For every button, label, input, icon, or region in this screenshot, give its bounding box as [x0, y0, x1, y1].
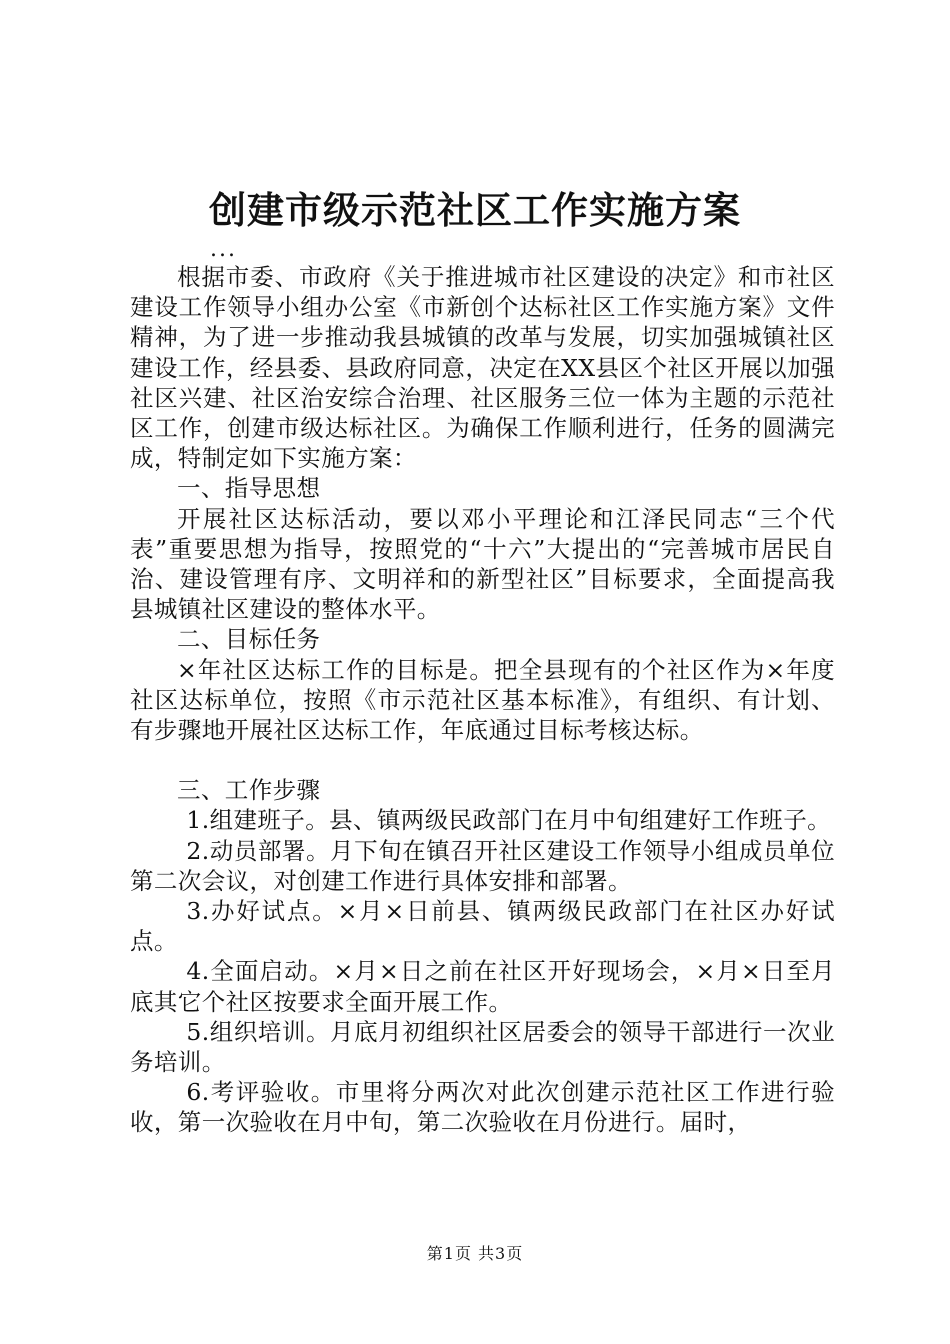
step-item: 1.组建班子。县、镇两级民政部门在月中旬组建好工作班子。 — [186, 806, 832, 835]
step-item: 3.办好试点。×月×日前县、镇两级民政部门在社区办好试点。 — [130, 897, 835, 956]
ellipsis-mark: ... — [210, 237, 237, 262]
section-heading-guiding-thought: 一、指导思想 — [177, 474, 321, 503]
section-heading-goals: 二、目标任务 — [177, 625, 321, 654]
page-footer: 第1页 共3页 — [426, 1244, 524, 1263]
intro-paragraph: 根据市委、市政府《关于推进城市社区建设的决定》和市社区建设工作领导小组办公室《市新创个达标社区工作实施方案》文件精神，为了进一步推动我县城镇的改革与发展，切实加强城镇社区建设工作，经县委、县政府同意，决定在XX县区个社区开展以加强社区兴建、社区治安综合治理、社区服务三位一体为主题的示范社区工作，创建市级达标社区。为确保工作顺利进行，任务的圆满完成，特制定如下实施方案： — [130, 263, 835, 473]
section-heading-steps: 三、工作步骤 — [177, 776, 321, 805]
step-item: 5.组织培训。月底月初组织社区居委会的领导干部进行一次业务培训。 — [130, 1017, 835, 1077]
paragraph-spacer — [130, 745, 835, 775]
guiding-thought-paragraph: 开展社区达标活动，要以邓小平理论和江泽民同志“三个代表”重要思想为指导，按照党的“十六”大提出的“完善城市居民自治、建设管理有序、文明祥和的新型社区”目标要求，全面提高我县城镇社区建设的整体水平。 — [130, 504, 835, 624]
step-item: 2.动员部署。月下旬在镇召开社区建设工作领导小组成员单位第二次会议，对创建工作进行具体安排和部署。 — [130, 836, 835, 895]
goals-paragraph: ×年社区达标工作的目标是。把全县现有的个社区作为×年度社区达标单位，按照《市示范社区基本标准》，有组织、有计划、有步骤地开展社区达标工作，年底通过目标考核达标。 — [130, 655, 835, 745]
document-body — [130, 262, 835, 1138]
document-title: 创建市级示范社区工作实施方案 — [209, 188, 741, 232]
step-item: 6.考评验收。市里将分两次对此次创建示范社区工作进行验收，第一次验收在月中旬，第二次验收在月份进行。届时， — [130, 1078, 835, 1137]
step-item: 4.全面启动。×月×日之前在社区开好现场会，×月×日至月底其它个社区按要求全面开展工作。 — [130, 957, 835, 1016]
